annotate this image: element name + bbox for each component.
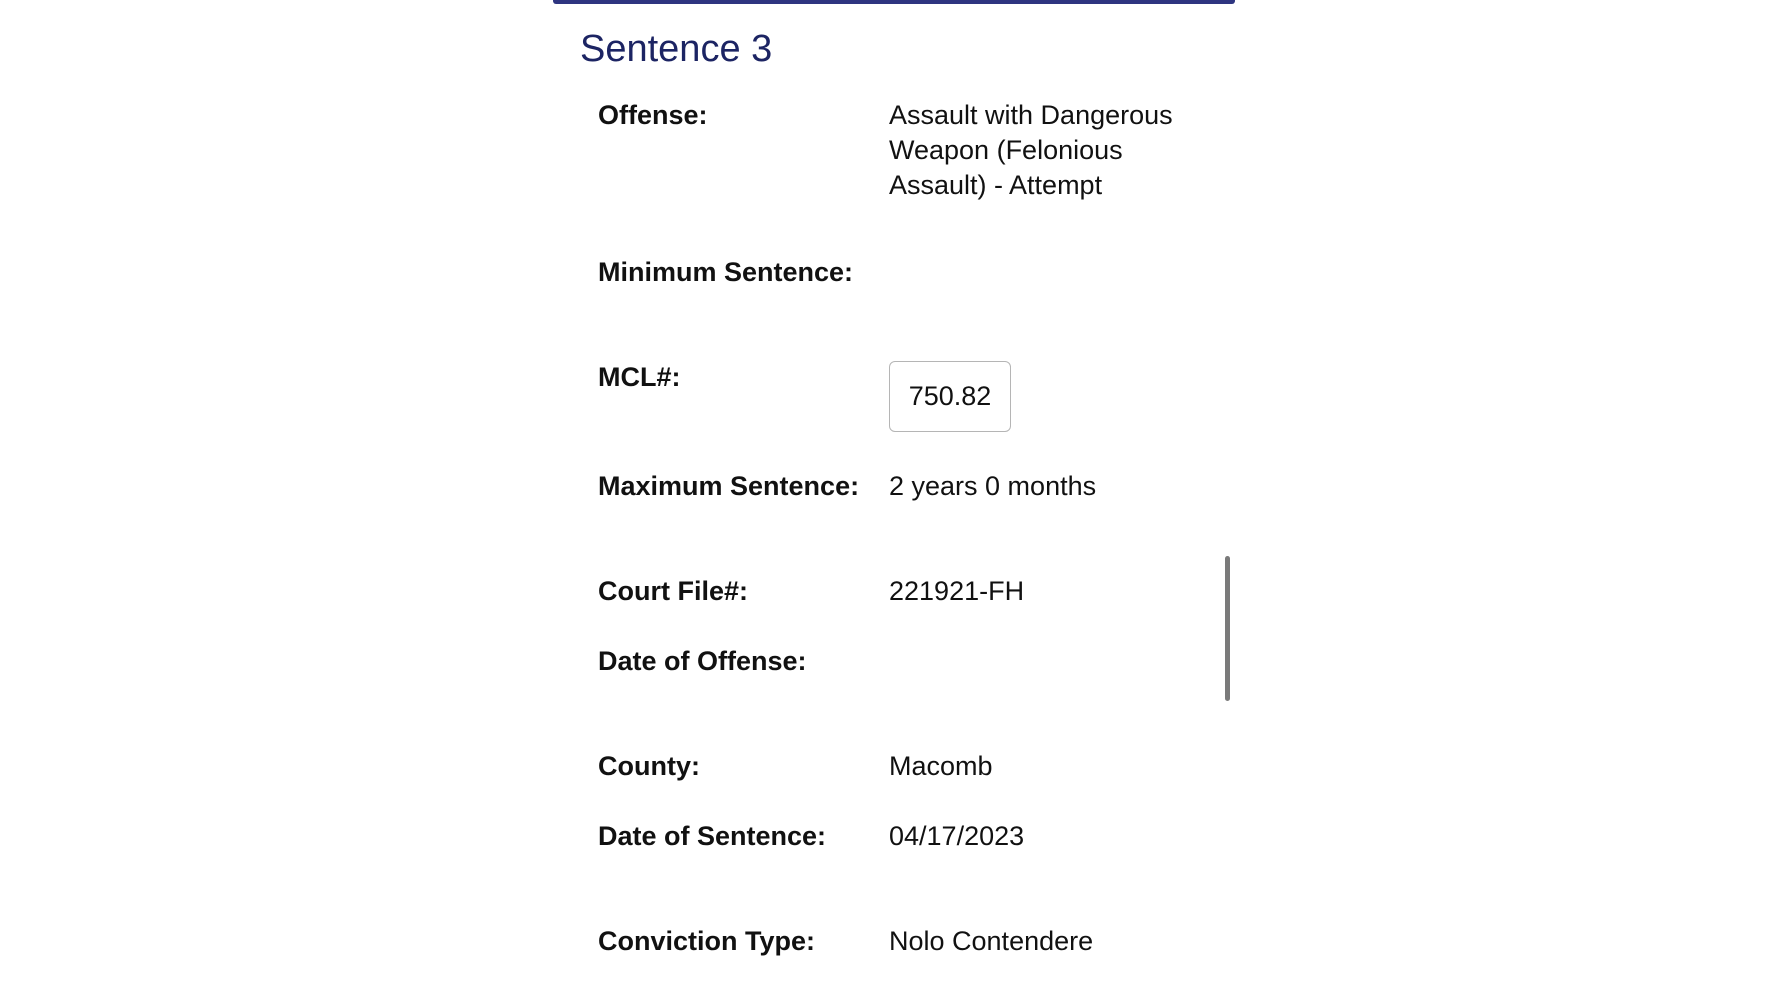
mcl-value-link[interactable]: 750.82 — [889, 361, 1011, 432]
court-file-value: 221921-FH — [889, 576, 1025, 606]
offense-label: Offense: — [598, 100, 708, 130]
maximum-sentence-label: Maximum Sentence: — [598, 471, 860, 501]
offense-value: Assault with Dangerous Weapon (Felonious Assault) - Attempt — [889, 100, 1173, 200]
top-divider — [553, 0, 1235, 4]
section-title: Sentence 3 — [580, 28, 773, 70]
conviction-type-value: Nolo Contendere — [889, 926, 1094, 956]
conviction-type-label: Conviction Type: — [598, 926, 816, 956]
date-of-offense-label: Date of Offense: — [598, 646, 807, 676]
county-label: County: — [598, 751, 700, 781]
vertical-scrollbar[interactable] — [1225, 556, 1230, 701]
maximum-sentence-value: 2 years 0 months — [889, 471, 1097, 501]
court-file-label: Court File#: — [598, 576, 749, 606]
minimum-sentence-label: Minimum Sentence: — [598, 257, 854, 287]
date-of-sentence-value: 04/17/2023 — [889, 821, 1025, 851]
county-value: Macomb — [889, 751, 993, 781]
date-of-sentence-label: Date of Sentence: — [598, 821, 827, 851]
mcl-label: MCL#: — [598, 362, 681, 392]
